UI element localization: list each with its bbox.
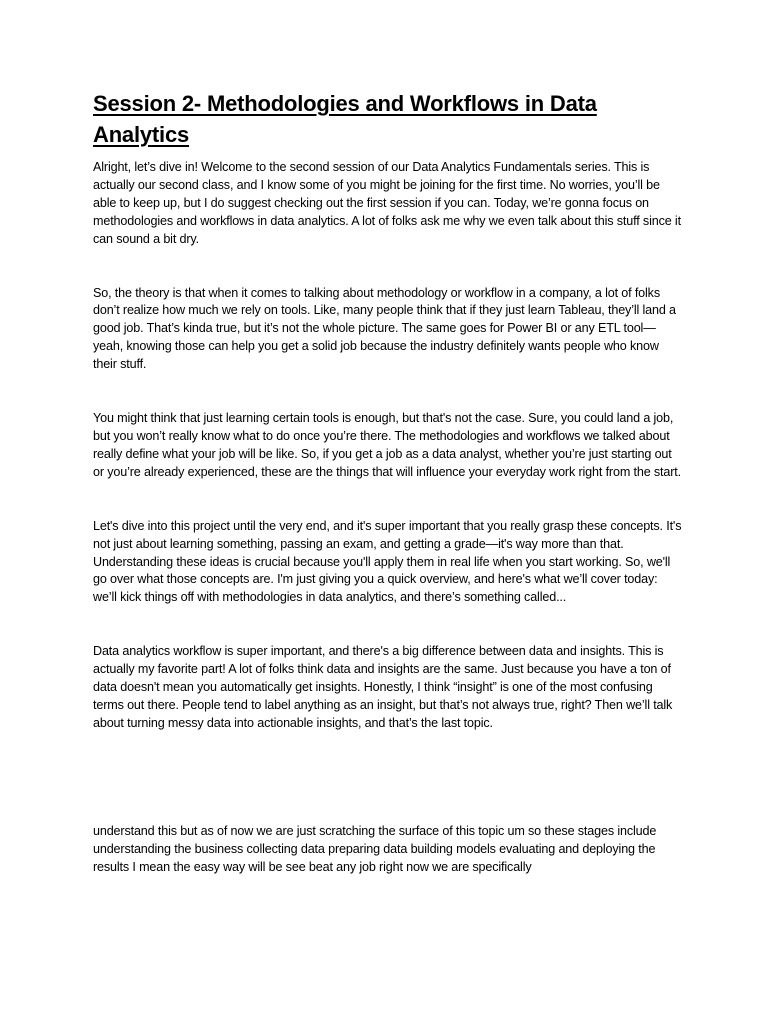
paragraph-project: Let's dive into this project until the very end, and it's super important that you really grasp these concepts. It's not just about learning something, passing an exam, and getting a grade—it's way more than that. Understanding these ideas is crucial because you'll apply them in real life when you start working. So, we'll go over what those concepts are. I'm just giving you a quick overview, and here's what we’ll cover today: we’ll kick things off with methodologies in data analytics, and there’s something called... xyxy=(93,518,682,605)
document-title: Session 2- Methodologies and Workflows in Data Analytics xyxy=(93,91,597,147)
paragraph-stages: understand this but as of now we are just scratching the surface of this topic um so these stages include understanding the business collecting data preparing data building models evaluating and deploying the results I mean the easy way will be see beat any job right now we are specifically xyxy=(93,823,657,874)
paragraph-intro: Alright, let’s dive in! Welcome to the second session of our Data Analytics Fundamentals series. This is actually our second class, and I know some of you might be joining for the first time. No worries, you’ll be able to keep up, but I do suggest checking out the first session if you can. Today, we’re gonna focus on methodologies and workflows in data analytics. A lot of folks ask me why we even talk about this stuff since it can sound a bit dry. xyxy=(93,160,681,246)
paragraph-tools: You might think that just learning certain tools is enough, but that's not the case. Sure, you could land a job, but you won’t really know what to do once you’re there. The methodologies and workflows we talked about really define what your job will be like. So, if you get a job as a data analyst, whether you’re just starting out or you’re already experienced, these are the things that will influence your everyday work right from the start. xyxy=(93,411,682,479)
paragraph-workflow: Data analytics workflow is super important, and there's a big difference between data and insights. This is actually my favorite part! A lot of folks think data and insights are the same. Just because you have a ton of data doesn't mean you automatically get insights. Honestly, I think “insight” is one of the most confusing terms out there. People tend to label anything as an insight, but that’s not always true, right? Then we’ll talk about turning messy data into actionable insights, and that’s the last topic. xyxy=(93,644,673,730)
paragraph-theory: So, the theory is that when it comes to talking about methodology or workflow in a company, a lot of folks don’t realize how much we rely on tools. Like, many people think that if they just learn Tableau, they’ll land a good job. That’s kinda true, but it’s not the whole picture. The same goes for Power BI or any ETL tool—yeah, knowing those can help you get a solid job because the industry definitely wants people who know their stuff. xyxy=(93,285,676,372)
document-page xyxy=(93,88,683,876)
